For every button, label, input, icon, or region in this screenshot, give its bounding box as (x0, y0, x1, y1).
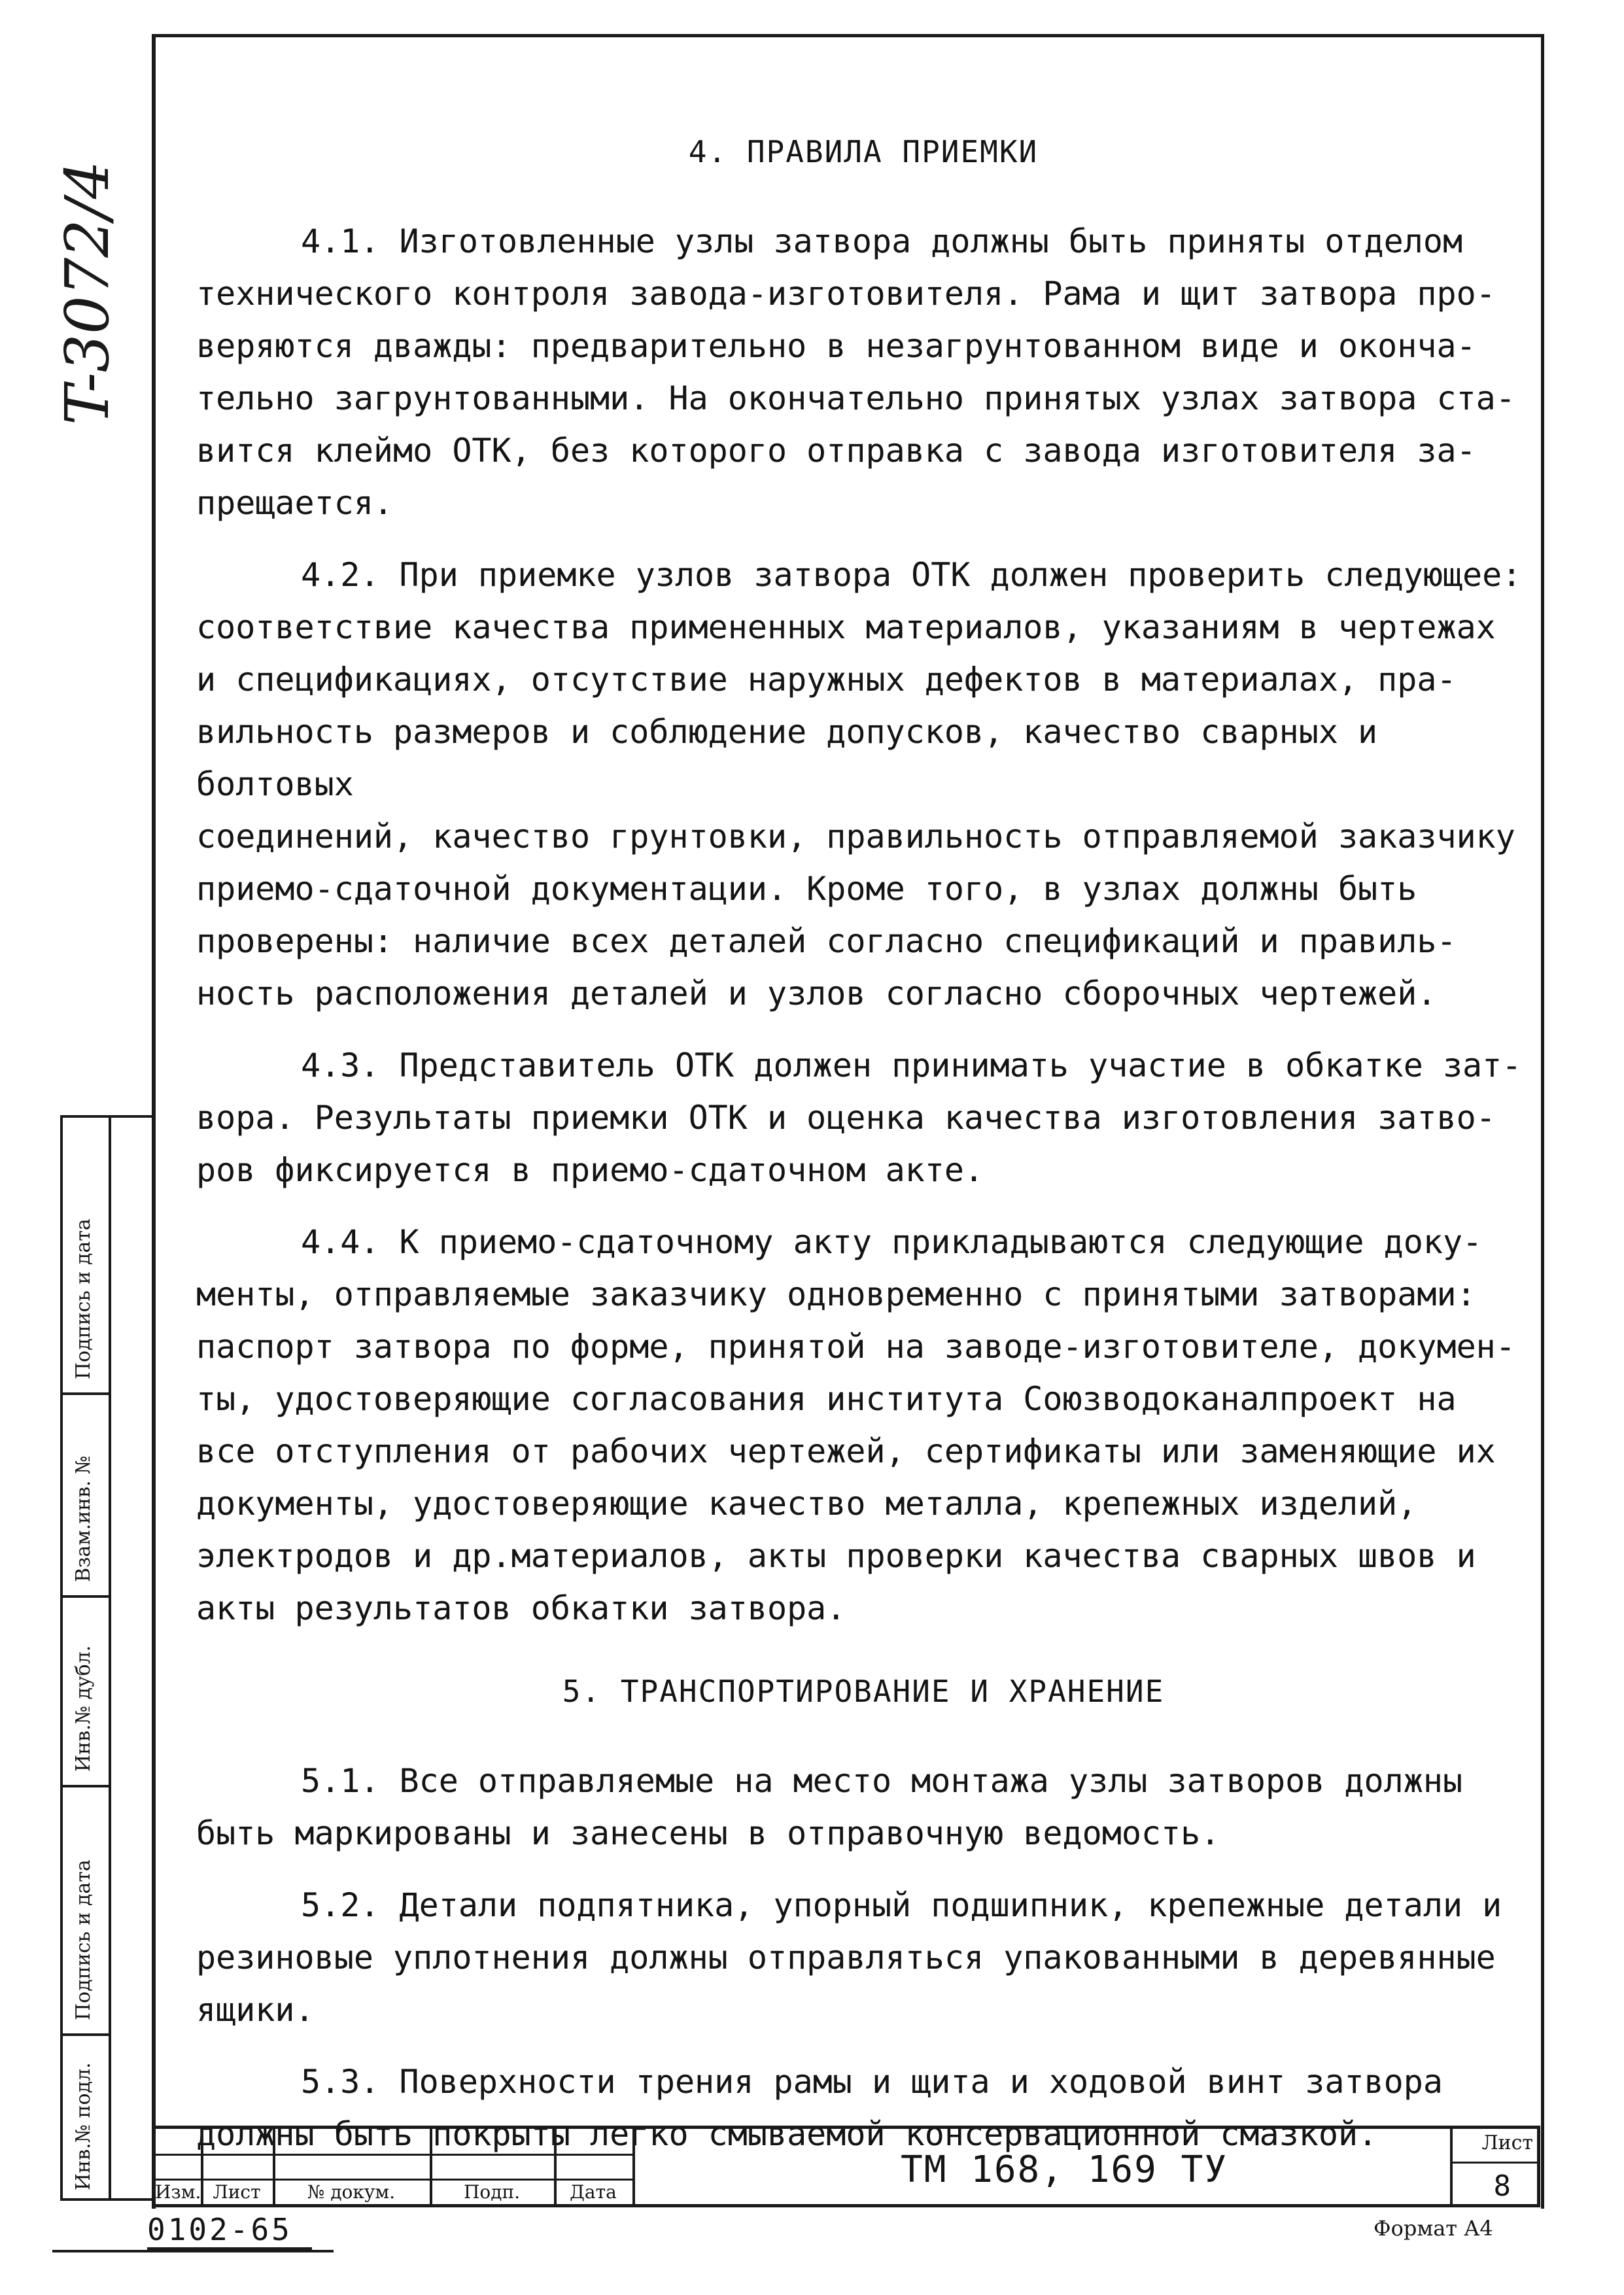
paragraph-5-2: 5.2. Детали подпятника, упорный подшипник, крепежные детали и резиновые уплотнения должны отправляться упакованными в деревянные ящики. (196, 1886, 1502, 2029)
sheet-label: Лист (1481, 2131, 1533, 2154)
sheet-box-divider (1450, 2162, 1537, 2164)
strip-cell (63, 1118, 111, 1395)
strip-cell (63, 2033, 111, 2201)
strip-cell (63, 1392, 111, 1598)
section-acceptance (196, 134, 1530, 1634)
title-block (152, 2126, 1540, 2207)
sheet-box (1450, 2129, 1537, 2204)
document-body (196, 134, 1530, 2180)
paragraph-4-4: 4.4. К приемо-сдаточному акту прикладываются следующие доку- менты, отправляемые заказчику одновременно с принятыми затворами: паспорт затвора по форме, принятой на заводе-изготовителе, докумен- ты, удостоверяющие согласования института Союзводоканалпроект на все отступления от рабочих чертежей, сертификаты или заменяющие их документы, удостоверяющие качество металла, крепежных изделий, электродов и др.материалов, акты проверки качества сварных швов и акты результатов обкатки затвора. (196, 1223, 1515, 1627)
paragraph-5-1: 5.1. Все отправляемые на место монтажа узлы затворов должны быть маркированы и занесены в отправочную ведомость. (196, 1762, 1463, 1852)
handwritten-archive-mark: T-3072/4 (52, 160, 122, 425)
col-label-sheet: Лист (213, 2181, 261, 2203)
strip-label: Инв.№ дубл. (72, 1645, 95, 1772)
inventory-underline (52, 2250, 334, 2252)
col-label-doc-number: № докум. (307, 2181, 396, 2203)
strip-label: Подпись и дата (72, 1218, 95, 1379)
paragraph-4-2: 4.2. При приемке узлов затвора ОТК должен проверить следующее: соответствие качества примененных материалов, указаниям в чертежах и спецификациях, отсутствие наружных дефектов в материалах, пра- вильность размеров и соблюдение допусков, качество сварных и болтовых соединений, качество грунтовки, правильность отправляемой заказчику приемо-сдаточной документации. Кроме того, в узлах должны быть проверены: наличие всех деталей согласно спецификаций и правиль- ность расположения деталей и узлов согласно сборочных чертежей. (196, 556, 1522, 1012)
strip-cell (63, 1595, 111, 1787)
col-label-change: Изм. (155, 2181, 201, 2203)
strip-label: Подпись и дата (72, 1859, 95, 2020)
inventory-code: 0102-65 (147, 2212, 312, 2251)
document-code: ТМ 168, 169 ТУ (900, 2148, 1228, 2191)
paragraph-4-1: 4.1. Изготовленные узлы затвора должны быть приняты отделом технического контроля завода-изготовителя. Рама и щит затвора про- веряются дважды: предварительно в незагрунтованном виде и оконча- тельно загрунтованными. На окончательно принятых узлах затвора ста- вится клеймо ОТК, без которого отправка с завода изготовителя за- прещается. (196, 222, 1515, 522)
col-label-date: Дата (570, 2181, 617, 2203)
format-label: Формат А4 (1373, 2216, 1493, 2241)
strip-cell (63, 1785, 111, 2036)
section-heading: 4. ПРАВИЛА ПРИЕМКИ (688, 134, 1039, 169)
paragraph-4-3: 4.3. Представитель ОТК должен принимать участие в обкатке зат- вора. Результаты приемки ОТК и оценка качества изготовления затво- ров фиксируется в приемо-сдаточном акте. (196, 1046, 1522, 1189)
sheet-number: 8 (1493, 2169, 1511, 2203)
paragraph-5-3: 5.3. Поверхности трения рамы и щита и ходовой винт затвора должны быть покрыты легко смываемой консервационной смазкой. (196, 2063, 1443, 2153)
section-heading: 5. ТРАНСПОРТИРОВАНИЕ И ХРАНЕНИЕ (562, 1674, 1165, 1709)
strip-label: Инв.№ подл. (72, 2062, 95, 2190)
section-transport (196, 1674, 1530, 2160)
strip-label: Взам.инв. № (72, 1455, 95, 1582)
binding-strip (60, 1115, 152, 2201)
col-label-signature: Подп. (463, 2181, 521, 2203)
